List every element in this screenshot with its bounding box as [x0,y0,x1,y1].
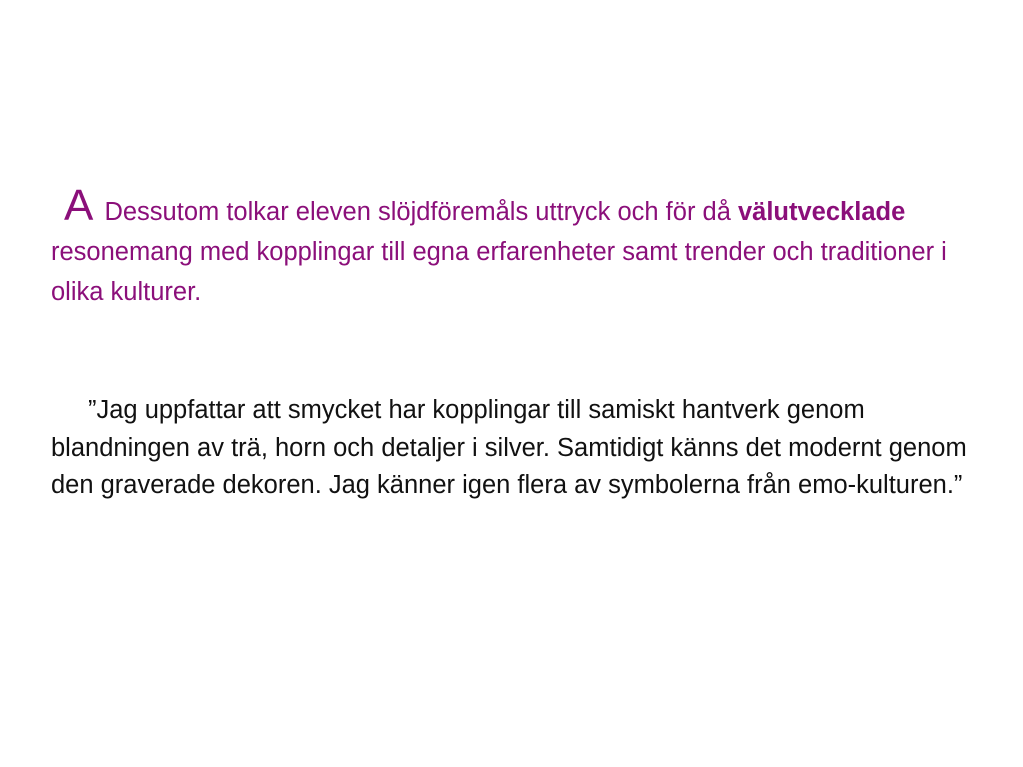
student-quote-text: ”Jag uppfattar att smycket har kopplingar till samiskt hantverk genom blandningen av trä, horn och detaljer i silver. Samtidigt känns det modernt genom den graverade dekoren. Jag känner igen flera av symbolerna från emo-kulturen.” [51,396,967,499]
grade-criteria-paragraph [51,181,981,312]
criteria-text-part1: Dessutom tolkar eleven slöjdföremåls uttryck och för då [104,198,731,226]
grade-letter: A [64,181,94,230]
criteria-bold-word: välutvecklade [737,198,906,226]
criteria-text-part2: resonemang med kopplingar till egna erfarenheter samt trender och traditioner i olika kulturer. [51,238,947,306]
student-quote-paragraph [51,392,986,505]
